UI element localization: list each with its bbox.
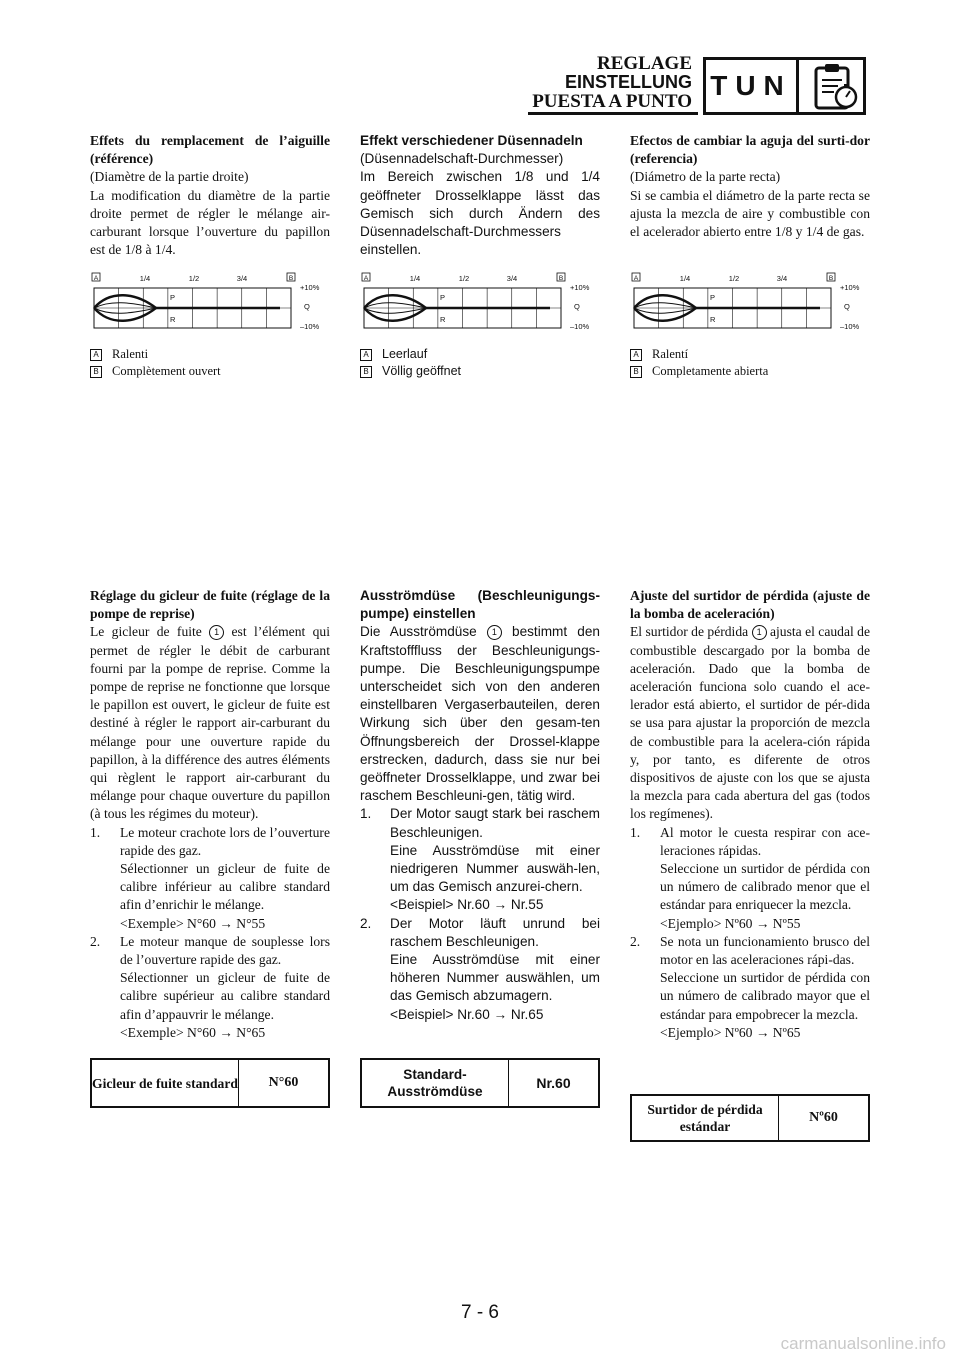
header-titles: [532, 54, 692, 111]
step-item: [360, 805, 600, 914]
step-item: [630, 933, 870, 1042]
clipboard-stopwatch-icon: [806, 63, 862, 111]
tick-label: 3/4: [776, 274, 788, 283]
label-r: R: [440, 315, 446, 324]
q-label: Q: [304, 302, 310, 311]
de-leak-jet-section: [360, 587, 600, 1024]
step-number: 1.: [360, 806, 372, 822]
tick-label: 1/4: [679, 274, 691, 283]
spec-label: Standard-Ausströmdüse: [362, 1060, 509, 1106]
label-p: P: [440, 293, 446, 302]
fr-needle-subtitle: (Diamètre de la partie droite): [90, 169, 249, 185]
section-code: TUN: [710, 70, 792, 101]
step-example: <Beispiel> Nr.60 → Nr.65: [390, 1006, 544, 1022]
step-example: <Exemple> N°60 → N°55: [120, 915, 266, 931]
step-number: 2.: [90, 933, 101, 949]
curve-inner-upper: [364, 303, 426, 308]
fr-needle-body: La modification du diamètre de la partie droite permet de régler le mélange air-carburant lorsque l’ouverture du papillon est de 1/8 à 1/4.: [90, 187, 330, 258]
callout-1: 1: [487, 625, 502, 640]
spec-label: Surtidor de pérdida estándar: [632, 1096, 779, 1140]
step-example: <Exemple> N°60 → N°65: [120, 1024, 266, 1040]
fr-steps: [90, 824, 330, 1042]
step-symptom: Le moteur manque de souplesse lors de l’ouverture rapide des gaz.: [120, 933, 330, 968]
callout-1: 1: [752, 625, 767, 640]
es-needle-section: [630, 132, 870, 241]
step-number: 2.: [630, 933, 641, 949]
title-fr: REGLAGE: [596, 53, 692, 74]
body-post: ajusta el caudal de combustible descargado por la bomba de aceleración. Dado que la bomba de aceleración funciona solo cuando el ace-lerador está abierto, el surtidor de pér-dida se usa para ajustar la proporción de mezcla de combustible para la acelera-ción rápida y, por tanto, es diferente de otros dispositivos de ajuste con los que se ajusta la mezcla para cada abertura del gas (todos los regímenes).: [630, 624, 871, 822]
body-pre: Die Ausströmdüse: [360, 624, 477, 640]
needle-diagram-fr: [90, 272, 340, 347]
es-needle-body: Si se cambia el diámetro de la parte recta se ajusta la mezcla de aire y combustible con el acelerador abierto entre 1/8 y 1/4 de gas.: [630, 187, 870, 240]
minus-label: –10%: [570, 322, 590, 331]
body-pre: El surtidor de pérdida: [630, 624, 749, 640]
spec-label: Gicleur de fuite standard: [92, 1060, 239, 1106]
key-a-label: A: [93, 275, 99, 282]
label-r: R: [170, 315, 176, 324]
legend-key-b: B: [630, 366, 642, 378]
label-p: P: [710, 293, 716, 302]
step-example: <Ejemplo> Nº60 → Nº55: [660, 915, 801, 931]
tick-label: 1/2: [188, 274, 200, 283]
legend-idle: Leerlauf: [382, 347, 428, 361]
step-symptom: Der Motor saugt stark bei raschem Beschleunigen.: [390, 806, 600, 840]
legend-key-b: B: [360, 366, 372, 378]
needle-diagram-de: [360, 272, 610, 347]
legend-full-open: Complètement ouvert: [112, 364, 221, 378]
needle-diagram-es: [630, 272, 880, 347]
legend-idle: Ralentí: [652, 347, 689, 361]
step-action: Eine Ausströmdüse mit einer niedrigeren Nummer auswäh-len, um das Gemisch anzurei-chern.: [390, 842, 600, 895]
es-needle-subtitle: (Diámetro de la parte recta): [630, 169, 781, 185]
es-leak-jet-section: [630, 587, 870, 1042]
needle-chart-svg: [360, 272, 610, 347]
key-a-label: A: [363, 275, 369, 282]
step-example: <Beispiel> Nr.60 → Nr.55: [390, 897, 544, 913]
plus-label: +10%: [840, 283, 860, 292]
key-b-label: B: [558, 275, 564, 282]
needle-chart-svg: [630, 272, 880, 347]
fr-needle-title: Effets du remplacement de l’aiguille (référence): [90, 133, 330, 167]
curve-inner-lower: [94, 308, 156, 313]
body-post: bestimmt den Kraftstofffluss der Beschleunigungs-pumpe. Die Beschleunigungspumpe unterscheidet sich von den anderen einstellbaren Vergaserbauteilen, deren Wirkung sich über den gesam-ten Öffnungsbereich der Drossel-klappe erstrecken, dadurch, dass sie nur bei geöffneter Drosselklappe, und zwar bei raschem Beschleuni-gen, tätig wird.: [360, 624, 600, 804]
tick-label: 1/2: [458, 274, 470, 283]
step-number: 2.: [360, 915, 372, 931]
step-item: [630, 824, 870, 933]
step-symptom: Al motor le cuesta respirar con ace-leraciones rápidas.: [660, 824, 870, 858]
spec-value: N°60: [268, 1075, 299, 1090]
de-needle-body: Im Bereich zwischen 1/8 und 1/4 geöffneter Drosselklappe lässt das Gemisch sich durch Ändern des Düsennadelschaft-Durchmessers einstellen.: [360, 169, 600, 258]
section-badge: [703, 57, 866, 115]
legend-full-open: Völlig geöffnet: [382, 364, 461, 378]
title-de: EINSTELLUNG: [564, 72, 692, 92]
plus-label: +10%: [300, 283, 320, 292]
header-rule: [528, 112, 698, 115]
q-label: Q: [844, 302, 850, 311]
badge-divider: [796, 60, 799, 112]
fr-legend: [90, 346, 221, 380]
step-symptom: Se nota un funcionamiento brusco del motor en las aceleraciones rápi-das.: [660, 933, 870, 968]
de-needle-title: Effekt verschiedener Düsennadeln: [360, 133, 583, 148]
fr-leak-jet-body: [90, 623, 330, 823]
step-number: 1.: [630, 824, 641, 840]
tick-label: 3/4: [506, 274, 518, 283]
step-symptom: Der Motor läuft unrund bei raschem Beschleunigen.: [390, 915, 600, 949]
minus-label: –10%: [840, 322, 860, 331]
es-leak-jet-title: Ajuste del surtidor de pérdida (ajuste de la bomba de aceleración): [630, 588, 870, 622]
fr-standard-leak-jet-table: [90, 1058, 330, 1108]
fr-needle-section: [90, 132, 330, 259]
es-needle-title: Efectos de cambiar la aguja del surti-dor (referencia): [630, 133, 870, 167]
legend-idle: Ralenti: [112, 347, 149, 361]
tick-label: 1/2: [728, 274, 740, 283]
label-r: R: [710, 315, 716, 324]
q-label: Q: [574, 302, 580, 311]
key-b-label: B: [828, 275, 834, 282]
step-item: [90, 933, 330, 1042]
de-needle-subtitle: (Düsennadelschaft-Durchmesser): [360, 151, 564, 167]
es-leak-jet-body: [630, 623, 870, 823]
needle-chart-svg: [90, 272, 340, 347]
step-example: <Ejemplo> Nº60 → Nº65: [660, 1024, 801, 1040]
step-number: 1.: [90, 824, 101, 840]
es-legend: [630, 346, 768, 380]
body-pre: Le gicleur de fuite: [90, 624, 202, 640]
fr-leak-jet-section: [90, 587, 330, 1042]
key-a-label: A: [633, 275, 639, 282]
key-b-label: B: [288, 275, 294, 282]
step-action: Seleccione un surtidor de pérdida con un número de calibrado menor que el estándar para enriquecer la mezcla.: [660, 861, 870, 913]
step-action: Seleccione un surtidor de pérdida con un número de calibrado mayor que el estándar para empobrecer la mezcla.: [660, 970, 870, 1022]
legend-key-a: A: [90, 349, 102, 361]
step-action: Sélectionner un gicleur de fuite de calibre supérieur au calibre standard afin d’appauvrir le mélange.: [120, 970, 330, 1022]
body-post: est l’élément qui permet de régler le débit de carburant fourni par la pompe de reprise. Comme la pompe de reprise ne fonctionne que lorsque le papillon est ouvert, le gicleur de fuite est destiné à régler le rapport air-carburant du mélange pour une ouverture rapide du papillon, à la différence des autres éléments qui règlent le rapport air-carburant du mélange pour chaque ouverture du papillon (à tous les régimes du moteur).: [90, 624, 330, 822]
legend-full-open: Completamente abierta: [652, 364, 769, 378]
tick-label: 3/4: [236, 274, 248, 283]
legend-key-a: A: [630, 349, 642, 361]
de-leak-jet-title: Ausströmdüse (Beschleunigungs-pumpe) einstellen: [360, 588, 600, 622]
tick-label: 1/4: [139, 274, 151, 283]
spec-value: Nº60: [809, 1110, 838, 1125]
curve-inner-upper: [94, 303, 156, 308]
curve-inner-upper: [634, 303, 696, 308]
title-es: PUESTA A PUNTO: [532, 91, 692, 112]
label-p: P: [170, 293, 176, 302]
tick-label: 1/4: [409, 274, 421, 283]
de-needle-section: [360, 132, 600, 259]
de-standard-leak-jet-table: [360, 1058, 600, 1108]
watermark: carmanualsonline.info: [780, 1334, 946, 1353]
curve-inner-lower: [634, 308, 696, 313]
plus-label: +10%: [570, 283, 590, 292]
legend-key-b: B: [90, 366, 102, 378]
page-number: 7 - 6: [460, 1302, 500, 1323]
spec-value: Nr.60: [536, 1075, 571, 1091]
de-legend: [360, 346, 461, 380]
step-action: Eine Ausströmdüse mit einer höheren Nummer auswählen, um das Gemisch abzumagern.: [390, 952, 600, 1004]
es-standard-leak-jet-table: [630, 1094, 870, 1142]
minus-label: –10%: [300, 322, 320, 331]
legend-key-a: A: [360, 349, 372, 361]
step-item: [90, 824, 330, 933]
step-item: [360, 915, 600, 1024]
callout-1: 1: [209, 625, 224, 640]
de-leak-jet-body: [360, 623, 600, 805]
es-steps: [630, 824, 870, 1042]
step-action: Sélectionner un gicleur de fuite de calibre inférieur au calibre standard afin d’enrichir le mélange.: [120, 861, 330, 913]
curve-inner-lower: [364, 308, 426, 313]
de-steps: [360, 805, 600, 1023]
step-symptom: Le moteur crachote lors de l’ouverture rapide des gaz.: [120, 824, 330, 858]
fr-leak-jet-title: Réglage du gicleur de fuite (réglage de la pompe de reprise): [90, 588, 330, 622]
